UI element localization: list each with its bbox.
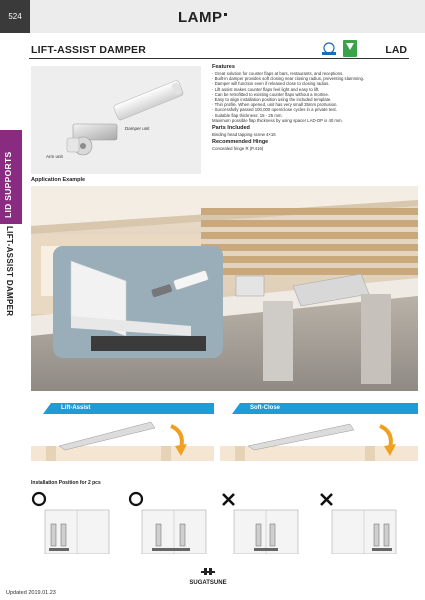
product-photo xyxy=(31,66,201,174)
features-note: Maximum possible flap thickness by using spacer LAD-DP is 40 mm. xyxy=(212,117,343,123)
sidebar-product-label: LIFT-ASSIST DAMPER xyxy=(5,226,14,317)
circle-mark-icon xyxy=(130,493,142,505)
lamp-logo-icon xyxy=(320,42,338,56)
page-header xyxy=(0,0,425,33)
installation-ng-2 xyxy=(318,490,400,554)
banner-chevron-icon xyxy=(220,403,240,414)
page-number: 524 xyxy=(0,0,30,33)
sugatsune-logo xyxy=(178,568,238,586)
brand-logo xyxy=(178,9,227,26)
circle-mark-icon xyxy=(33,493,45,505)
feature-item: · Great solution for counter flaps at bars, restaurants, and receptions. xyxy=(212,71,344,76)
feature-item: · Easy to align installation position using the included template. xyxy=(212,97,332,103)
installation-ok-1 xyxy=(31,490,113,554)
lift-assist-label: Lift-Assist xyxy=(61,405,91,411)
lift-assist-banner xyxy=(31,403,214,414)
updated-date: Updated 2019.01.23 xyxy=(6,590,56,596)
soft-close-diagram xyxy=(220,416,418,461)
sidebar-category-label: LID SUPPORTS xyxy=(3,151,13,218)
features-section xyxy=(212,64,412,151)
feature-item: · Suitable flap thickness: 15 - 25 mm. xyxy=(212,112,283,118)
application-photo xyxy=(31,186,418,391)
feature-item: · Thin profile. When opened, unit has very small 35mm protrusion. xyxy=(212,102,338,108)
product-title: LIFT-ASSIST DAMPER xyxy=(31,44,147,56)
eco-badge-icon xyxy=(343,40,357,57)
soft-close-label: Soft-Close xyxy=(250,405,280,411)
sidebar-category-tab xyxy=(0,130,22,224)
installation-label: Installation Position for 2 pcs xyxy=(31,480,101,486)
application-illustration xyxy=(31,186,418,391)
brand-text: LAMP xyxy=(178,9,223,26)
damper-unit-label: Damper unit xyxy=(125,126,150,131)
parts-text: Binding head tapping screw 4×16 xyxy=(212,132,276,138)
soft-close-banner xyxy=(220,403,418,414)
application-label: Application Example xyxy=(31,177,86,183)
installation-ok-2 xyxy=(128,490,210,554)
feature-item: · Damper will function even if released close to closing radius. xyxy=(212,81,330,87)
features-heading: Features xyxy=(212,64,235,70)
hinge-text: Concealed hinge R (P.416) xyxy=(212,146,264,152)
parts-heading: Parts Included xyxy=(212,125,250,132)
hinge-heading: Recommended Hinge xyxy=(212,139,269,146)
product-code: LAD xyxy=(385,44,407,56)
feature-item: · Can be retrofitted to existing counter flaps without a mortise. xyxy=(212,91,330,97)
eco-badge-mark xyxy=(346,43,354,50)
cross-mark-icon xyxy=(223,494,234,505)
sugatsune-logo-text: SUGATSUNE xyxy=(189,580,227,586)
installation-ng-1 xyxy=(220,490,302,554)
brand-dot xyxy=(224,13,227,16)
banner-chevron-icon xyxy=(31,403,51,414)
title-divider xyxy=(29,58,409,59)
feature-item: · Successfully passed 100,000 open/close cycles in a private test. xyxy=(212,107,337,113)
lift-assist-diagram xyxy=(31,416,214,461)
feature-item: · Built-in damper provides soft closing near closing radius, preventing slamming. xyxy=(212,76,365,82)
feature-item: · Lift assist makes counter flaps feel light and easy to lift. xyxy=(212,86,320,92)
cross-mark-icon xyxy=(321,494,332,505)
arm-unit-label: Arm unit xyxy=(46,154,63,159)
